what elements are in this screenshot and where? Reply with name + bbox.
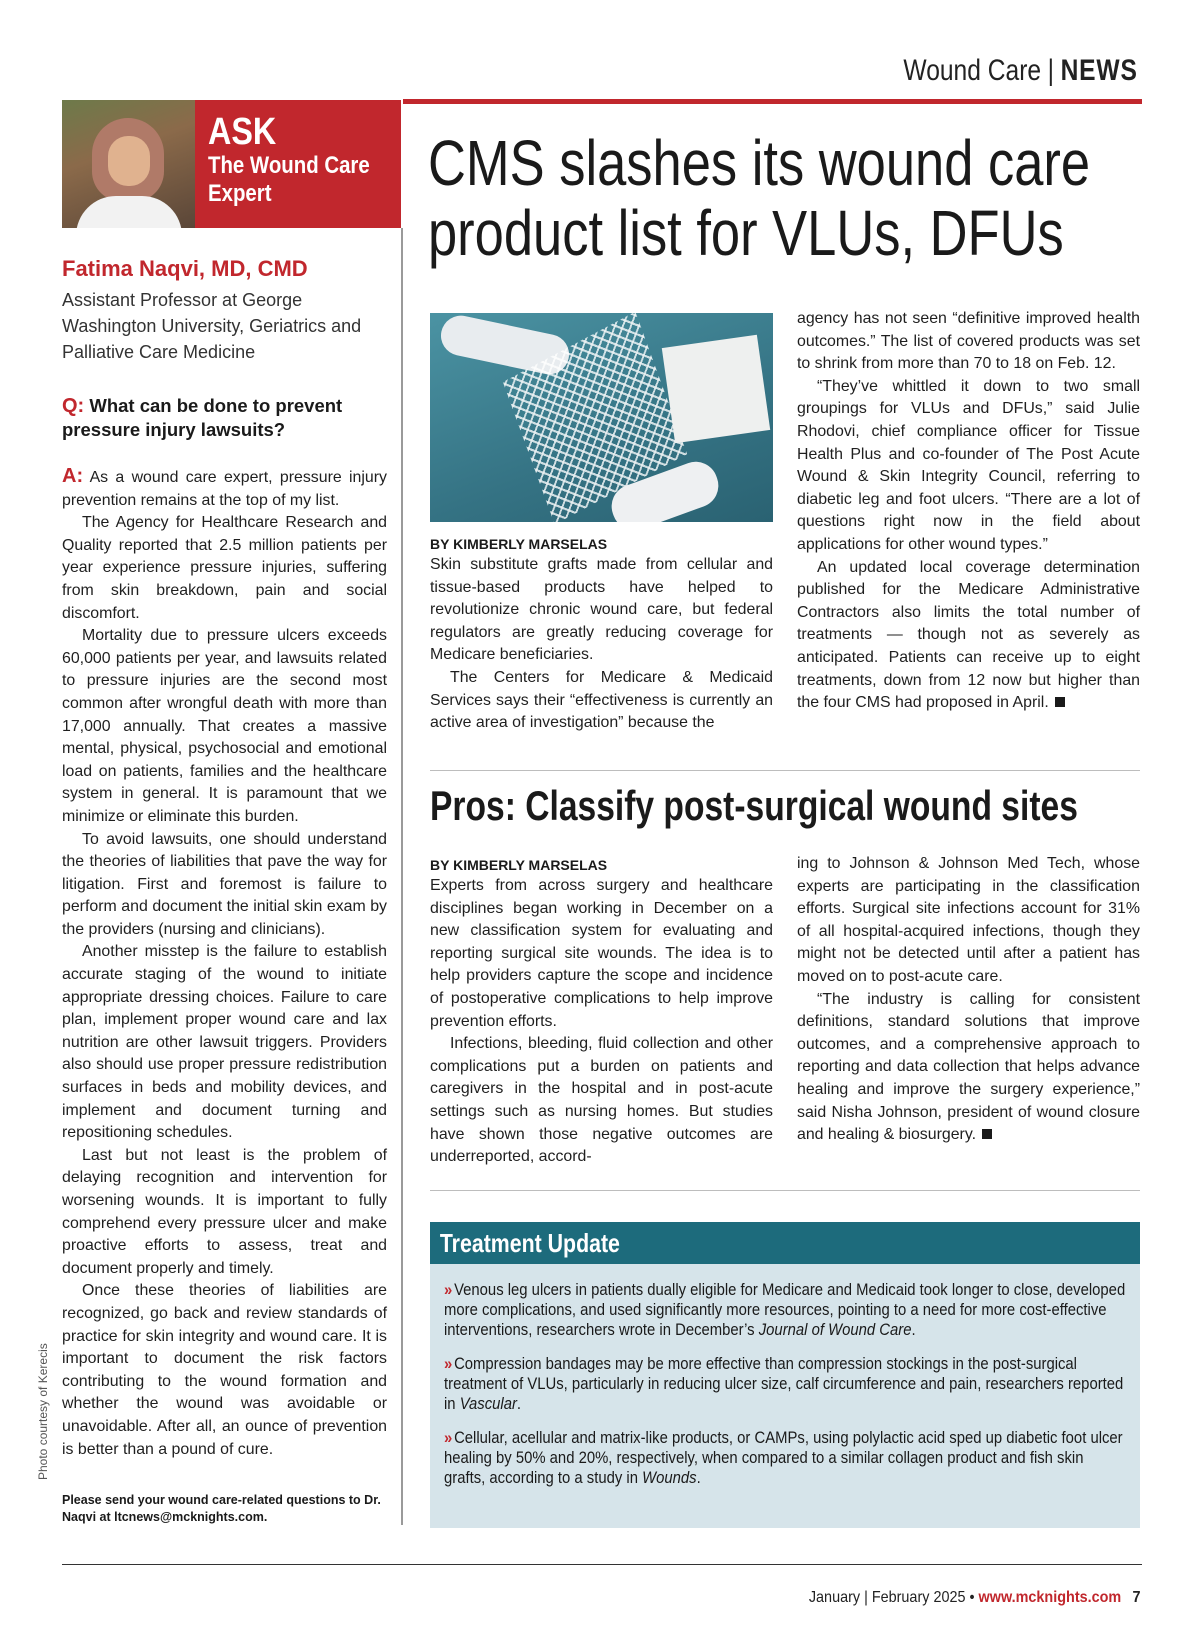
treatment-update-title: Treatment Update <box>430 1222 1140 1264</box>
chevron-right-icon: » <box>444 1355 453 1373</box>
story1-left-column <box>430 534 773 735</box>
answer-paragraph: A: As a wound care expert, pressure injury prevention remains at the top of my list. <box>62 465 387 509</box>
story2-paragraph: Infections, bleeding, fluid collection and other complications put a burden on patients and caregivers in the hospital and in post-acute settings such as nursing homes. But studies have shown those negative outcomes are underreported, accord- <box>430 1035 773 1166</box>
answer-paragraph: Once these theories of liabilities are recognized, go back and review standards of practice for skin integrity and wound care. It is important to document the risk factors contributing to the wound formation and whether the wound was avoidable or unavoidable. After all, an ounce of prevention is better than a pound of cure. <box>62 1282 387 1458</box>
story2-paragraph: “The industry is calling for consistent definitions, standard solutions that improve outcomes, and a comprehensive approach to reporting and data collection that helps advance healing and improve the surgery experience,” said Nisha Johnson, president of wound closure and healing & biosurgery. <box>797 990 1140 1144</box>
issue-date: January | February 2025 <box>808 1589 966 1606</box>
story1-paragraph: Skin substitute grafts made from cellular and tissue-based products have helped to revolutionize chronic wound care, but federal regulators are greatly reducing coverage for Medicare beneficiaries. <box>430 556 773 664</box>
answer-paragraph: Another misstep is the failure to establish accurate staging of the wound to initiate appropriate dressing choices. Failure to care plan, implement proper wound care and lax nutrition are other lawsuit triggers. Providers also should use proper pressure redistribution surfaces in beds and mobility devices, and implement and document turning and repositioning schedules. <box>62 943 387 1142</box>
ask-line1: The Wound Care <box>208 152 370 179</box>
column-divider <box>401 228 403 1525</box>
section-label: NEWS <box>1060 54 1138 87</box>
story2-headline: Pros: Classify post-surgical wound sites <box>430 782 1078 829</box>
question <box>62 394 397 442</box>
treatment-update-item: » Cellular, acellular and matrix-like products, or CAMPs, using polylactic acid sped up diabetic foot ulcer healing by 50% and 20%, respectively, when compared to a similar collagen product and fish skin grafts, according to a study in Wounds. <box>444 1429 1123 1487</box>
author-name: Fatima Naqvi, MD, CMD <box>62 256 308 281</box>
box-divider <box>430 1190 1140 1191</box>
answer-paragraph: Last but not least is the problem of delaying recognition and intervention for worsening wounds. It is important to fully comprehend every pressure ulcer and make proactive efforts to assess, treat and document properly and timely. <box>62 1146 387 1277</box>
contact-note: Please send your wound care-related questions to Dr. Naqvi at ltcnews@mcknights.com. <box>62 1493 381 1524</box>
story2-right-column <box>797 853 1140 1147</box>
story1-right-column <box>797 308 1140 715</box>
treatment-update-list <box>444 1280 1124 1502</box>
ask-line2: Expert <box>208 180 272 207</box>
answer-paragraph: The Agency for Healthcare Research and Quality reported that 2.5 million patients per year experience pressure injuries, suffering from skin breakdown, pain and social discomfort. <box>62 514 387 622</box>
story1-paragraph: agency has not seen “definitive improved health outcomes.” The list of covered products was set to shrink from more than 70 to 18 on Feb. 12. <box>797 310 1140 373</box>
answer-label: A: <box>62 465 84 487</box>
treatment-update-item: » Venous leg ulcers in patients dually eligible for Medicare and Medicaid took longer to close, developed more complications, and used significantly more resources, pointing to a need for more cost-effective interventions, researchers wrote in December’s Journal of Wound Care. <box>444 1281 1126 1339</box>
site-link[interactable]: www.mcknights.com <box>978 1589 1121 1606</box>
top-rule <box>403 99 1142 104</box>
story2-byline: BY KIMBERLY MARSELAS <box>430 857 608 873</box>
chevron-right-icon: » <box>444 1429 453 1447</box>
photo-credit: Photo courtesy of Kerecis <box>36 1343 50 1480</box>
page-footer <box>808 1589 1140 1607</box>
footer-bullet: • <box>969 1589 975 1606</box>
story1-photo <box>430 313 773 522</box>
end-mark <box>1055 697 1065 707</box>
ask-expert-banner <box>62 100 401 228</box>
story-divider <box>430 770 1140 771</box>
section-header <box>904 54 1138 88</box>
answer-paragraph: To avoid lawsuits, one should understand the theories of liabilities that pave the way for litigation. First and foremost is failure to perform and document the initial skin exam by the providers (nursing and clinicians). <box>62 830 387 938</box>
story2-paragraph: Experts from across surgery and healthcare disciplines began working in December on a new classification system for evaluating and reporting surgical site wounds. The idea is to help providers capture the scope and incidence of postoperative complications to help improve prevention efforts. <box>430 877 773 1030</box>
treatment-update-box <box>430 1222 1140 1528</box>
section-separator: | <box>1047 54 1055 87</box>
footer-rule <box>62 1564 1142 1565</box>
question-text: What can be done to prevent pressure injury lawsuits? <box>62 395 343 440</box>
ask-banner-text <box>208 112 398 208</box>
expert-photo <box>62 100 195 228</box>
answer-body <box>62 465 387 1461</box>
treatment-update-item: » Compression bandages may be more effective than compression stockings in the post-surgical treatment of VLUs, particularly in reducing ulcer size, calf circumference and pain, researchers reported in Vascular. <box>444 1355 1124 1413</box>
section-name: Wound Care <box>903 54 1042 87</box>
story2-left-column <box>430 855 773 1169</box>
end-mark <box>982 1129 992 1139</box>
story1-byline: BY KIMBERLY MARSELAS <box>430 536 608 552</box>
story1-paragraph: An updated local coverage determination published for the Medicare Administrative Contractors also limits the total number of treatments — though not as severely as anticipated. Patients can receive up to eight treatments, down from 12 now but higher than the four CMS had proposed in April. <box>797 558 1140 712</box>
chevron-right-icon: » <box>444 1281 453 1299</box>
story1-paragraph: “They’ve whittled it down to two small groupings for VLUs and DFUs,” said Julie Rhodovi, chief compliance officer for Tissue Health Plus and co-founder of The Post Acute Wound & Skin Integrity Council, referring to diabetic leg and foot ulcers. “There are a lot of questions right now in the field about applications for other wound types.” <box>797 377 1140 553</box>
ask-label: ASK <box>208 111 277 153</box>
author-title: Assistant Professor at George Washington University, Geriatrics and Palliative Care Medicine <box>62 290 362 362</box>
question-label: Q: <box>62 395 85 417</box>
page-number: 7 <box>1131 1589 1140 1606</box>
story1-headline: CMS slashes its wound care product list for VLUs, DFUs <box>428 127 1091 269</box>
story1-paragraph: The Centers for Medicare & Medicaid Services says their “effectiveness is currently an active area of investigation” because the <box>430 668 773 732</box>
story2-paragraph: ing to Johnson & Johnson Med Tech, whose experts are participating in the classification efforts. Surgical site infections account for 31% of all hospital-acquired infections, though they might not be detected until after a patient has moved on to post-acute care. <box>797 855 1140 985</box>
answer-paragraph: Mortality due to pressure ulcers exceeds 60,000 patients per year, and lawsuits related to pressure injuries are the second most common after wrongful death with more than 17,000 annually. That creates a massive mental, physical, psychosocial and emotional load on patients, families and the healthcare system in general. It is paramount that we minimize or eliminate this burden. <box>62 627 387 825</box>
